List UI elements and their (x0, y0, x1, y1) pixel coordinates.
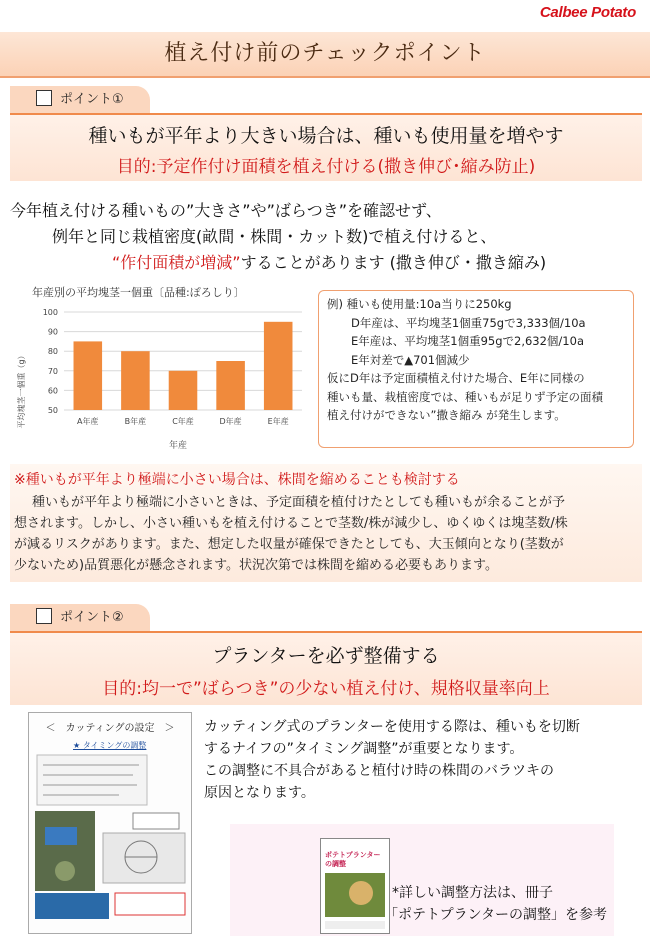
note-line: E年産は、平均塊茎1個重95gで2,632個/10a (351, 334, 584, 348)
chart-ylabel: 平均塊茎一個重（g） (17, 351, 26, 429)
cutting-manual-image (28, 712, 192, 934)
point1-tab-label: ポイント① (60, 92, 124, 107)
intro-line1: 今年植え付ける種いもの”大きさ”や”ばらつき”を確認せず、 (10, 201, 442, 220)
manual-title: ＜ カッティングの設定 ＞ (45, 723, 175, 734)
point2-tab (10, 604, 150, 632)
point1-box (10, 113, 642, 181)
point2-tab-label: ポイント② (60, 610, 124, 625)
intro-line2: 例年と同じ栽植密度(畝間・株間・カット数)で植え付けると、 (52, 227, 497, 246)
desc-line: この調整に不具合があると植付け時の株間のバラツキの (204, 763, 554, 779)
chart-xtick-label: D年産 (219, 417, 242, 426)
point2-heading: プランターを必ず整備する (212, 645, 440, 667)
intro-emphasis: “作付面積が増減” (112, 253, 241, 272)
chart-bar-3 (169, 371, 198, 410)
warning-title: ※種いもが平年より極端に小さい場合は、株間を縮めることも検討する (14, 472, 460, 488)
chart-svg (12, 282, 308, 457)
warning-line: が減るリスクがあります。また、想定した収量が確保できたとしても、大玉傾向となり(茎数が (14, 537, 564, 552)
warning-line: 種いもが平年より極端に小さいときは、予定面積を植付けたとしても種いもが余ることが予 (32, 495, 566, 510)
manual-photos-illustration (29, 753, 191, 923)
point2-purpose: 目的:均一で”ばらつき”の少ない植え付け、規格収量率向上 (102, 679, 550, 699)
chart-bar-4 (216, 361, 245, 410)
chart-ytick-label: 50 (47, 406, 58, 415)
booklet-photo-icon (321, 839, 389, 933)
point1-heading: 種いもが平年より大きい場合は、種いも使用量を増やす (88, 125, 564, 147)
chart-xlabel: 年産 (168, 441, 188, 451)
note-line: 仮にD年は予定面積植え付けた場合、E年に同様の (327, 371, 585, 385)
example-note (318, 290, 634, 448)
chart-ytick-label: 90 (47, 327, 58, 337)
point1-tab (10, 86, 150, 114)
calbee-potato-logo: Calbee Potato (539, 4, 636, 21)
booklet-note-line1: *詳しい調整方法は、冊子 (392, 885, 553, 901)
chart-xtick-label: B年産 (124, 417, 147, 426)
chart-xtick-label: C年産 (172, 417, 194, 426)
note-line: 種いも量、栽植密度では、種いもが足りず予定の面積 (327, 389, 603, 404)
page-title: 植え付け前のチェックポイント (0, 32, 650, 78)
note-line: D年産は、平均塊茎1個重75gで3,333個/10a (351, 315, 586, 330)
chart-ytick-label: 70 (47, 366, 58, 376)
booklet-note-line2: 「ポテトプランターの調整」を参考 (384, 907, 608, 923)
chart-bar-1 (74, 341, 103, 410)
note-line: E年対差で▲701個減少 (351, 352, 470, 367)
warning-line: 少ないため)品質悪化が懸念されます。状況次第では株間を縮める必要もあります。 (14, 558, 498, 573)
intro-line3 (112, 250, 650, 273)
desc-line: カッティング式のプランターを使用する際は、種いもを切断 (204, 719, 580, 735)
manual-subtitle: ★ タイミングの調整 (73, 741, 147, 750)
point2-box (10, 631, 642, 705)
desc-line: 原因となります。 (204, 785, 315, 801)
chart-bar-2 (121, 351, 150, 410)
note-line: 植え付けができない”撒き縮み が発生します。 (327, 408, 566, 422)
note-line: 例) 種いも使用量:10a当りに250kg (327, 297, 512, 311)
booklet-cover-title: ポテトプランターの調整 (325, 851, 381, 868)
intro-line3-rest: することがあります (撒き伸び・撒き縮み) (240, 253, 547, 272)
chart-title: 年産別の平均塊茎一個重〔品種:ぽろしり〕 (32, 286, 245, 299)
desc-line: するナイフの”タイミング調整”が重要となります。 (204, 741, 524, 757)
chart-xtick-label: A年産 (77, 417, 99, 426)
booklet-reference (384, 882, 608, 926)
point1-purpose: 目的:予定作付け面積を植え付ける(撒き伸び･縮み防止) (116, 157, 536, 177)
warning-line: 想されます。しかし、小さい種いもを植え付けることで茎数/株が減少し、ゆくゆくは塊茎数/株 (14, 516, 568, 531)
planter-description (204, 716, 644, 804)
warning-body (14, 492, 634, 576)
chart-ytick-label: 100 (42, 308, 58, 317)
chart-xtick-label: E年産 (267, 417, 289, 426)
booklet-cover (320, 838, 390, 934)
weight-chart (12, 282, 308, 457)
checkbox-icon (36, 608, 52, 624)
checkbox-icon (36, 90, 52, 106)
chart-ytick-label: 60 (47, 386, 58, 396)
chart-bar-5 (264, 322, 293, 410)
chart-ytick-label: 80 (47, 347, 58, 357)
